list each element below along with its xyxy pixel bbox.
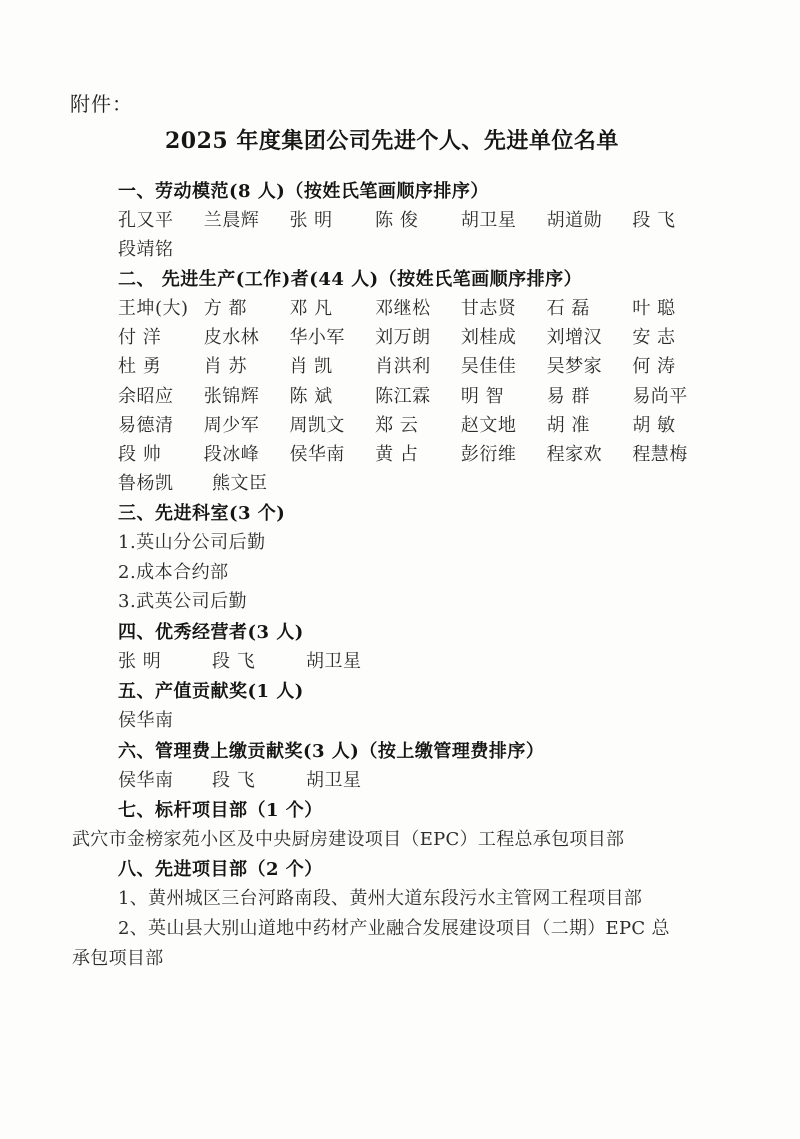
name-row [118, 206, 718, 235]
page-title: 2025 年度集团公司先进个人、先进单位名单 [165, 128, 619, 154]
name-cell: 张 明 [289, 209, 333, 231]
name-cell: 何 涛 [632, 356, 676, 378]
name-cell: 易德清 [118, 414, 174, 436]
section-output-value-award [118, 678, 718, 736]
name-grid [118, 206, 718, 264]
name-cell: 肖 凯 [289, 356, 333, 378]
name-row [118, 294, 718, 323]
name-cell: 甘志贤 [460, 298, 517, 320]
name-cell: 胡卫星 [306, 769, 362, 791]
name-row [118, 411, 718, 440]
name-cell: 刘万朗 [375, 327, 431, 349]
name-cell: 兰晨辉 [203, 209, 260, 231]
name-cell: 叶 聪 [632, 298, 676, 320]
name-cell: 胡 敏 [632, 414, 676, 436]
name-cell: 陈 俊 [375, 209, 419, 231]
attachment-label: 附件： [70, 92, 133, 116]
document-body [72, 178, 718, 975]
name-cell: 吴梦家 [546, 356, 603, 378]
name-cell: 陈 斌 [289, 385, 333, 407]
name-row [118, 382, 718, 411]
name-cell: 肖 苏 [203, 356, 247, 378]
section-heading: 六、管理费上缴贡献奖(3 人)（按上缴管理费排序） [118, 740, 545, 762]
name-cell: 张 明 [118, 651, 162, 673]
section-excellent-managers [118, 619, 718, 676]
name-row [118, 766, 718, 795]
name-row [118, 235, 718, 264]
section-heading: 八、先进项目部（2 个） [118, 859, 323, 881]
name-cell: 郑 云 [375, 414, 419, 436]
name-row [118, 323, 718, 352]
name-cell: 段 飞 [212, 651, 256, 673]
name-cell: 石 磊 [546, 298, 590, 320]
name-cell: 杜 勇 [118, 356, 162, 378]
section-benchmark-project [72, 797, 718, 855]
name-row [118, 440, 718, 469]
name-row [118, 647, 718, 676]
list-item: 1、黄州城区三台河路南段、黄州大道东段污水主管网工程项目部 [118, 888, 643, 910]
name-cell: 华小军 [289, 327, 345, 349]
name-cell: 余昭应 [118, 385, 174, 407]
name-cell: 邓 凡 [289, 298, 333, 320]
list-item: 1.英山分公司后勤 [118, 532, 266, 554]
section-advanced-projects [72, 856, 718, 973]
name-row [118, 352, 718, 381]
list-item: 武穴市金榜家苑小区及中央厨房建设项目（EPC）工程总承包项目部 [72, 828, 625, 850]
name-cell: 赵文地 [460, 414, 517, 436]
name-cell: 黄 占 [375, 443, 419, 465]
name-cell: 彭衍维 [460, 443, 517, 465]
name-cell: 张锦辉 [203, 385, 260, 407]
name-grid [118, 766, 718, 795]
section-heading: 三、先进科室(3 个) [118, 503, 286, 525]
name-grid [118, 647, 718, 676]
section-heading: 四、优秀经营者(3 人) [118, 622, 304, 644]
list-item: 2、英山县大别山道地中药材产业融合发展建设项目（二期）EPC 总 [118, 917, 670, 939]
list-item: 3.武英公司后勤 [118, 591, 248, 613]
name-cell: 程慧梅 [632, 443, 688, 465]
name-cell: 周少军 [203, 414, 260, 436]
name-cell: 胡卫星 [460, 209, 517, 231]
section-heading: 七、标杆项目部（1 个） [118, 799, 323, 821]
name-cell: 刘桂成 [460, 327, 517, 349]
name-cell: 刘增汉 [546, 327, 603, 349]
name-cell: 周凯文 [289, 414, 345, 436]
list-item: 2.成本合约部 [118, 561, 229, 583]
name-cell: 胡 准 [546, 414, 590, 436]
name-cell: 侯华南 [118, 769, 174, 791]
name-cell: 胡道勋 [546, 209, 603, 231]
name-cell: 王坤(大) [118, 298, 189, 320]
name-cell: 安 志 [632, 327, 676, 349]
section-heading: 二、 先进生产(工作)者(44 人)（按姓氏笔画顺序排序） [118, 269, 583, 291]
section-heading: 五、产值贡献奖(1 人) [118, 681, 304, 703]
list-item: 侯华南 [118, 710, 174, 732]
name-cell: 肖洪利 [375, 356, 431, 378]
name-cell: 段 飞 [212, 769, 256, 791]
name-cell: 鲁杨凯 [118, 473, 174, 495]
name-cell: 段 飞 [632, 209, 676, 231]
name-cell: 付 洋 [118, 327, 162, 349]
name-cell: 胡卫星 [306, 651, 362, 673]
name-cell: 段靖铭 [118, 239, 174, 261]
name-cell: 易 群 [546, 385, 590, 407]
name-cell: 熊文臣 [212, 473, 268, 495]
name-cell: 侯华南 [289, 443, 345, 465]
name-cell: 皮水林 [203, 327, 260, 349]
name-grid [118, 294, 718, 498]
name-cell: 方 都 [203, 298, 247, 320]
name-cell: 邓继松 [375, 298, 431, 320]
name-cell: 段 帅 [118, 443, 162, 465]
section-heading: 一、劳动模范(8 人)（按姓氏笔画顺序排序） [118, 181, 489, 202]
name-cell: 明 智 [460, 385, 505, 407]
name-cell: 段冰峰 [203, 443, 260, 465]
name-cell: 程家欢 [546, 443, 603, 465]
name-cell: 易尚平 [632, 385, 688, 407]
section-management-fee-award [118, 738, 718, 795]
list-item-continuation: 承包项目部 [72, 947, 164, 969]
name-row [118, 469, 718, 498]
name-cell: 孔又平 [118, 209, 174, 231]
section-labor-models [118, 178, 718, 264]
section-advanced-departments [118, 500, 718, 617]
name-cell: 陈江霖 [375, 385, 431, 407]
section-advanced-workers [118, 266, 718, 498]
name-cell: 吴佳佳 [460, 356, 517, 378]
